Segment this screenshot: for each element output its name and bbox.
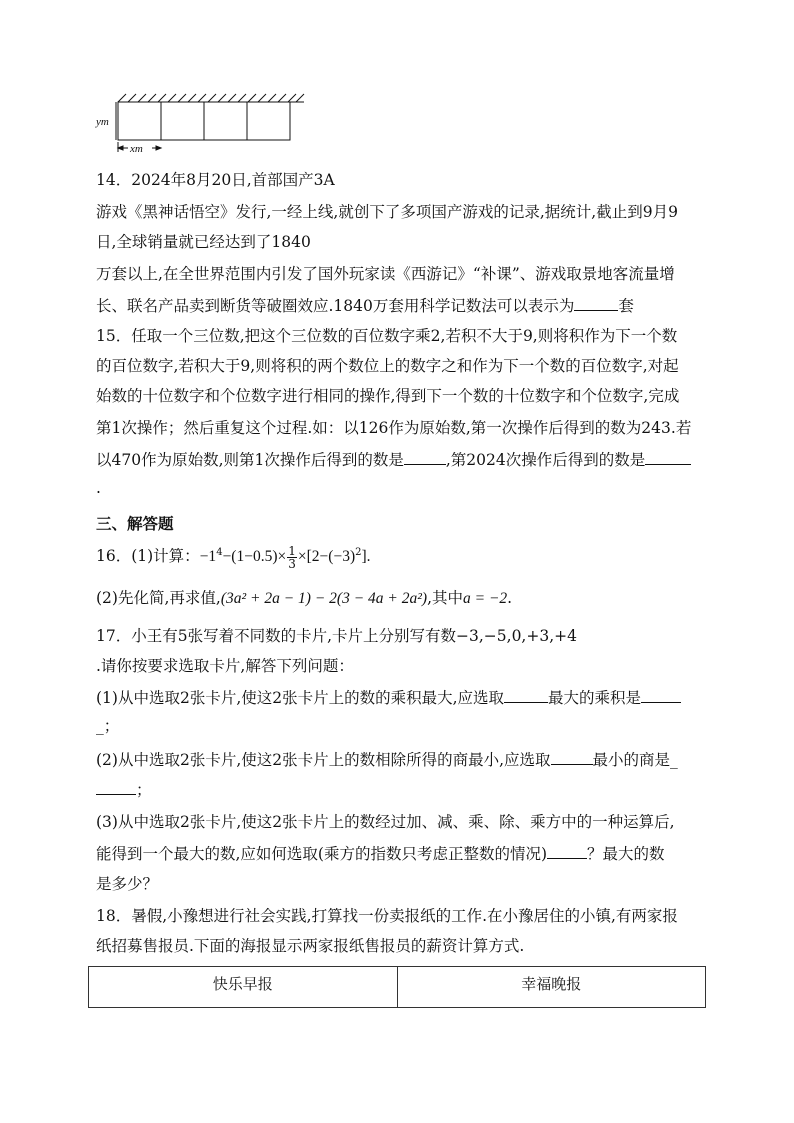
q14-line1: 14．2024年8月20日,首部国产3A [96, 171, 335, 189]
q16-exp: 4 [216, 547, 223, 558]
q16-part2 [96, 588, 512, 609]
q17-p2-a: (2)从中选取2张卡片,使这2张卡片上的数相除所得的商最小,应选取 [96, 751, 551, 769]
q16-part2-end: . [507, 589, 513, 607]
q17-p1 [96, 688, 681, 708]
q17-p2-blank-1[interactable] [551, 750, 593, 765]
q17-p3-blank[interactable] [547, 844, 587, 859]
q15-line3: 始数的十位数字和个位数字进行相同的操作,得到下一个数的十位数字和个位数字,完成 [96, 387, 680, 405]
q15-line5-b: ,第2024次操作后得到的数是 [445, 451, 646, 469]
q18-line2: 纸招募售报员.下面的海报显示两家报纸售报员的薪资计算方式. [96, 937, 525, 955]
q15-line4: 第1次操作；然后重复这个过程.如：以126作为原始数,第一次操作后得到的数为243.若 [96, 419, 692, 437]
q14-line5-unit: 套 [618, 297, 634, 315]
ceiling-hatching [118, 94, 304, 102]
q17-p1-b: 最大的乘积是 [548, 689, 642, 707]
table-header-cell: 幸福晚报 [397, 967, 706, 1008]
q14-line2: 游戏《黑神话悟空》发行,一经上线,就创下了多项国产游戏的记录,据统计,截止到9月9 [96, 203, 678, 221]
table-header-row [89, 967, 706, 1008]
q16-frac-num: 1 [288, 543, 296, 558]
q17-p1-blank-2[interactable] [641, 688, 681, 703]
q17-p2-c: ； [136, 781, 152, 799]
q14-line3: 日,全球销量就已经达到了1840 [96, 233, 311, 251]
q16-part2-cond: ,其中 [427, 589, 463, 607]
q16-part2-expr: (3a² + 2a − 1) − 2(3 − 4a + 2a²) [220, 590, 428, 607]
q17-p1-blank-1[interactable] [504, 688, 548, 703]
boxes [118, 102, 290, 140]
q15-line6: . [96, 479, 101, 497]
q14-line4: 万套以上,在全世界范围内引发了国外玩家读《西游记》“补课”、游戏取景地客流量增 [96, 265, 675, 283]
q17-p3-line2 [96, 844, 665, 864]
q17-p2-cont [96, 780, 152, 800]
grid-figure [92, 92, 322, 162]
q16-part2-val: a = −2 [463, 590, 508, 607]
q16-expr-a: −1 [199, 548, 217, 566]
q16-part2-label: (2)先化简,再求值, [96, 589, 221, 607]
q15-line5 [96, 450, 691, 470]
q14-line5 [96, 296, 634, 316]
q15-line2: 的百位数字,若积大于9,则将积的两个数位上的数字之和作为下一个数的百位数字,对起 [96, 357, 679, 375]
q17-p2-b: 最小的商是_ [592, 751, 678, 769]
q16-expr-c: ×[2−(−3) [297, 548, 356, 566]
q17-p3-line3: 是多少？ [96, 875, 159, 893]
q17-line1: 17．小王有5张写着不同数的卡片,卡片上分别写有数−3,−5,0,+3,+4 [96, 627, 577, 645]
salary-table [88, 966, 706, 1008]
q15-blank-2[interactable] [645, 450, 691, 465]
table-header-cell: 快乐早报 [89, 967, 398, 1008]
q16-fraction [287, 545, 297, 570]
q16-expr-d: ]. [361, 548, 371, 566]
q16-part1 [96, 540, 371, 570]
y-label: ym [96, 116, 109, 128]
q15-line5-a: 以470作为原始数,则第1次操作后得到的数是 [96, 451, 404, 469]
q16-part1-label: 16．(1)计算： [96, 547, 200, 566]
q17-p2-blank-2[interactable] [96, 780, 136, 795]
section-title: 三、解答题 [96, 515, 174, 533]
q14-line5-text: 长、联名产品卖到断货等破圈效应.1840万套用科学记数法可以表示为 [96, 297, 575, 315]
x-label: xm [130, 143, 143, 155]
q16-frac-den: 3 [288, 556, 296, 571]
q17-p1-a: (1)从中选取2张卡片,使这2张卡片上的数的乘积最大,应选取 [96, 689, 505, 707]
q16-exp2: 2 [355, 547, 362, 558]
q17-line2: .请你按要求选取卡片,解答下列问题： [96, 657, 354, 675]
q16-expr-b: −(1−0.5)× [222, 548, 287, 566]
q15-blank-1[interactable] [404, 450, 446, 465]
q18-line1: 18．暑假,小豫想进行社会实践,打算找一份卖报纸的工作.在小豫居住的小镇,有两家报 [96, 907, 678, 925]
q17-p2 [96, 750, 678, 770]
q17-p3-b: 能得到一个最大的数,应如何选取(乘方的指数只考虑正整数的情况) [96, 845, 548, 863]
q14-answer-blank[interactable] [574, 296, 618, 311]
q17-p3-line1: (3)从中选取2张卡片,使这2张卡片上的数经过加、减、乘、除、乘方中的一种运算后, [96, 813, 675, 831]
q17-p3-c: ？最大的数 [587, 845, 665, 863]
q15-line1: 15．任取一个三位数,把这个三位数的百位数字乘2,若积不大于9,则将积作为下一个数 [96, 327, 678, 345]
q17-p1-cont: _； [96, 717, 120, 735]
